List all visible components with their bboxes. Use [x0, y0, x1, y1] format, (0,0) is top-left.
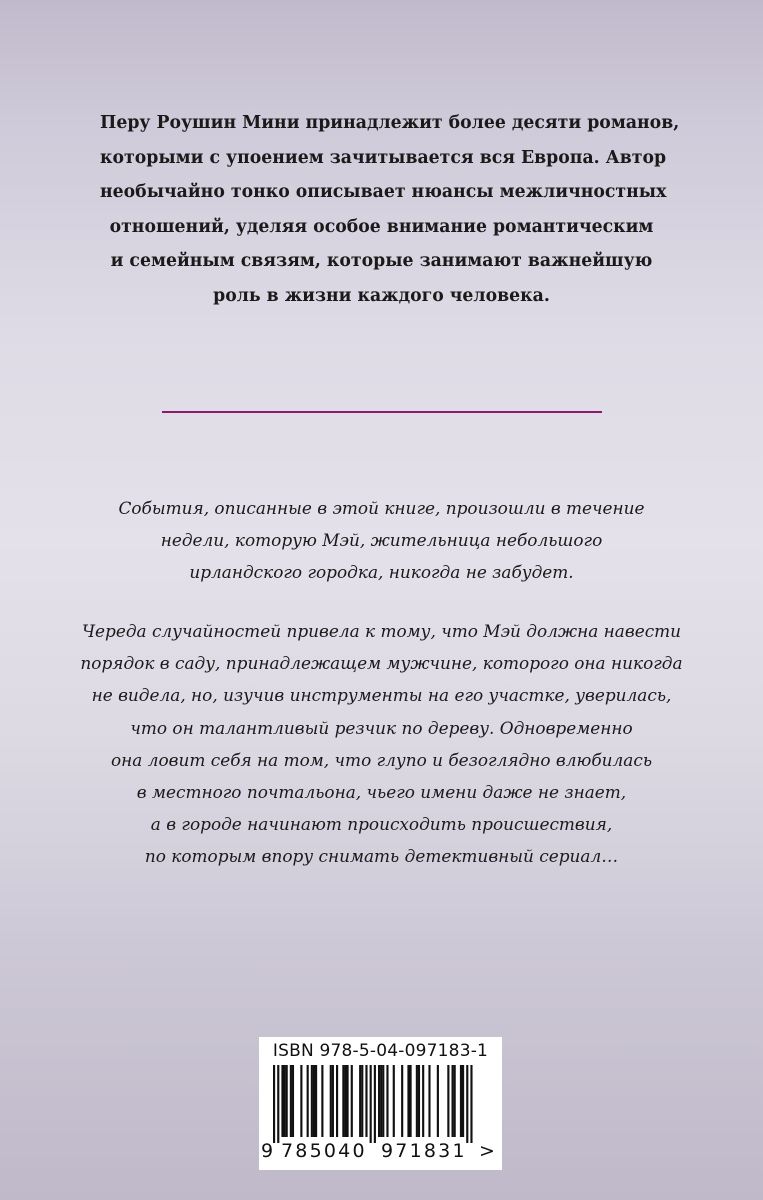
- barcode-digits-group1: 785040: [281, 1140, 367, 1162]
- barcode-bar: [281, 1065, 283, 1137]
- barcode-bar: [374, 1065, 376, 1143]
- barcode-bar: [359, 1065, 361, 1137]
- intro-paragraph: [90, 492, 673, 588]
- synopsis-line: по которым впору снимать детективный сериал…: [144, 846, 619, 867]
- barcode-bar: [393, 1065, 395, 1137]
- barcode-bar: [470, 1065, 472, 1143]
- barcode-bar: [292, 1065, 294, 1137]
- barcode-digits-group2: 971831: [381, 1140, 467, 1162]
- intro-line: События, описанные в этой книге, произошли в течение: [118, 498, 645, 518]
- barcode-bar: [428, 1065, 430, 1137]
- bio-line: которыми с упоением зачитывается вся Европа. Автор: [100, 147, 667, 168]
- synopsis-paragraph: [70, 615, 693, 873]
- synopsis-line: Череда случайностей привела к тому, что Мэй должна навести: [81, 621, 682, 641]
- barcode-bar: [447, 1065, 449, 1137]
- barcode-bar: [315, 1065, 317, 1137]
- isbn-barcode: [259, 1037, 502, 1170]
- bio-line: роль в жизни каждого человека.: [213, 285, 550, 306]
- intro-line: недели, которую Мэй, жительница небольшого: [160, 530, 603, 550]
- barcode-digit-end: >: [479, 1140, 495, 1162]
- barcode-bars: [273, 1065, 488, 1143]
- section-divider: [162, 411, 602, 413]
- synopsis-line: в местного почтальона, чьего имени даже не знает,: [136, 782, 627, 803]
- bio-line: Перу Роушин Мини принадлежит более десяти романов,: [100, 113, 680, 133]
- barcode-bar: [347, 1065, 349, 1137]
- barcode-bar: [378, 1065, 380, 1137]
- barcode-bar: [380, 1065, 382, 1137]
- barcode-bar: [416, 1065, 418, 1137]
- synopsis-line: она ловит себя на том, что глупо и безоглядно влюбилась: [110, 749, 653, 770]
- barcode-bar: [286, 1065, 288, 1137]
- intro-line: ирландского городка, никогда не забудет.: [189, 562, 574, 582]
- barcode-bar: [361, 1065, 363, 1137]
- synopsis-line: порядок в саду, принадлежащем мужчине, которого она никогда: [80, 653, 683, 674]
- barcode-digit-lead: 9: [261, 1140, 274, 1162]
- barcode-bar: [370, 1065, 372, 1143]
- barcode-bar: [462, 1065, 464, 1137]
- barcode-bar: [454, 1065, 456, 1137]
- synopsis-line: не видела, но, изучив инструменты на его участке, уверилась,: [91, 685, 672, 706]
- barcode-bar: [313, 1065, 315, 1137]
- barcode-bar: [382, 1065, 384, 1137]
- bio-line: отношений, уделяя особое внимание романтическим: [109, 216, 654, 237]
- barcode-bar: [365, 1065, 367, 1137]
- barcode-bar: [330, 1065, 332, 1137]
- barcode-bar: [452, 1065, 454, 1137]
- synopsis-line: что он талантливый резчик по дереву. Одновременно: [130, 717, 633, 738]
- barcode-bar: [273, 1065, 275, 1143]
- barcode-bar: [311, 1065, 313, 1137]
- barcode-bar: [422, 1065, 424, 1137]
- barcode-bar: [277, 1065, 279, 1143]
- isbn-label: ISBN 978-5-04-097183-1: [272, 1041, 489, 1061]
- barcode-bar: [307, 1065, 309, 1137]
- bio-line: и семейным связям, которые занимают важнейшую: [110, 251, 653, 271]
- barcode-bar: [466, 1065, 468, 1143]
- barcode-bar: [321, 1065, 323, 1137]
- bio-line: необычайно тонко описывает нюансы межличностных: [100, 182, 667, 202]
- barcode-bar: [351, 1065, 353, 1137]
- barcode-bar: [344, 1065, 346, 1137]
- barcode-bar: [460, 1065, 462, 1137]
- barcode-bar: [410, 1065, 412, 1137]
- barcode-bar: [401, 1065, 403, 1137]
- barcode-bar: [342, 1065, 344, 1137]
- author-bio: [100, 106, 680, 313]
- barcode-bar: [336, 1065, 338, 1137]
- barcode-bar: [284, 1065, 286, 1137]
- synopsis-line: а в городе начинают происходить происшествия,: [150, 814, 613, 835]
- barcode-bar: [332, 1065, 334, 1137]
- barcode-bar: [437, 1065, 439, 1137]
- barcode-bar: [418, 1065, 420, 1137]
- barcode-bar: [290, 1065, 292, 1137]
- barcode-bar: [386, 1065, 388, 1137]
- barcode-bar: [300, 1065, 302, 1137]
- barcode-bar: [407, 1065, 409, 1137]
- barcode-digits: [259, 1140, 502, 1164]
